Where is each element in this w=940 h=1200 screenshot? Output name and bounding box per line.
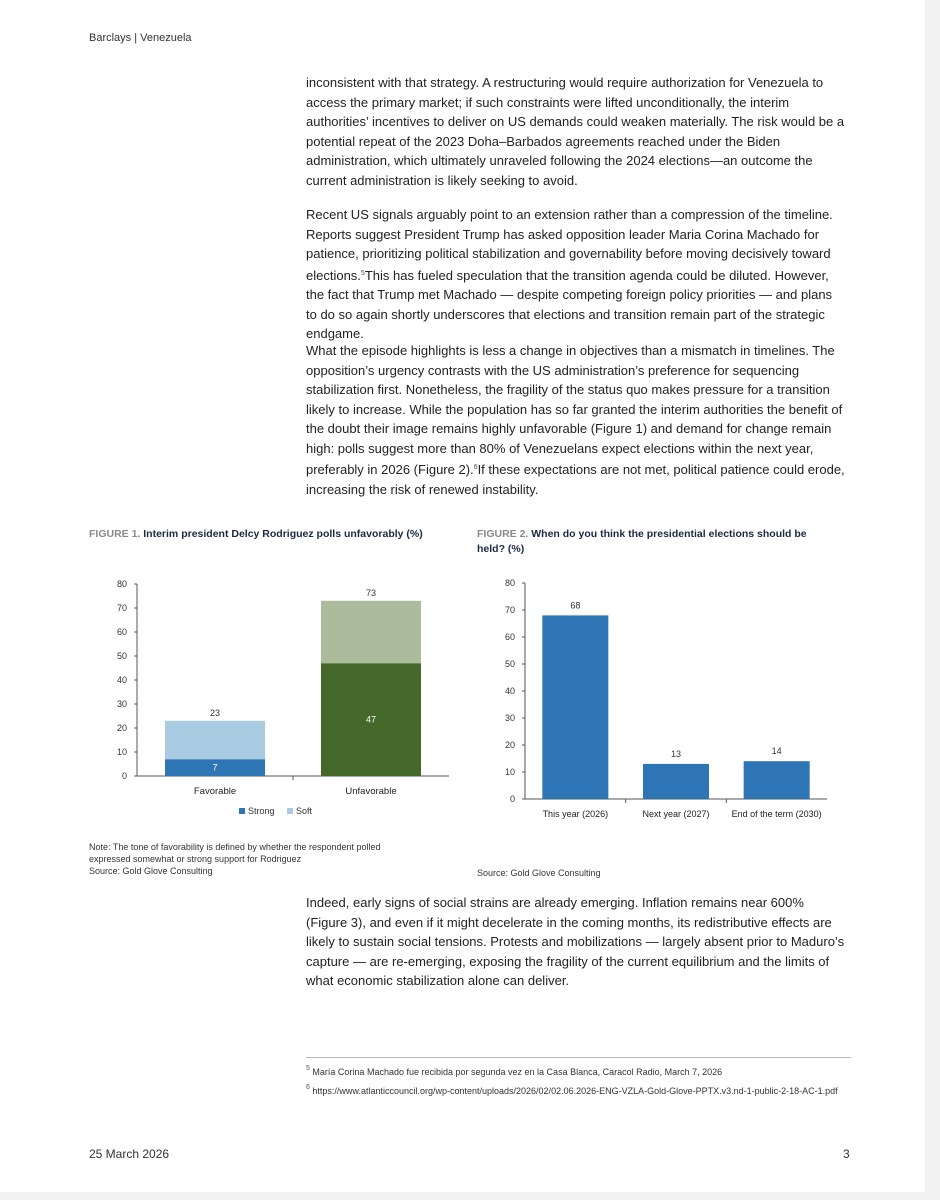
y-tick-label: 30	[504, 713, 515, 723]
y-tick-label: 20	[116, 723, 127, 733]
figure-1-title	[89, 527, 459, 542]
bar-value-label: 13	[670, 748, 682, 759]
y-tick-label: 40	[504, 686, 515, 696]
y-tick-label: 0	[509, 794, 515, 804]
y-tick-label: 70	[504, 605, 515, 615]
bar-value-label: 14	[771, 746, 782, 757]
figure-1-note-line-2: expressed somewhat or strong support for Rodriguez	[89, 854, 302, 864]
page-number: 3	[843, 1147, 850, 1161]
footnote-6-link[interactable]: https://www.atlanticcouncil.org/wp-content/uploads/2026/02/02.06.2026-ENG-VZLA-Gold-Glove-PPTX.v3.nd-1-public-2-18-AC-1.pdf	[312, 1086, 838, 1096]
y-tick-label: 80	[504, 578, 515, 588]
page-edge-right	[925, 0, 940, 1200]
bar-total-label: 73	[365, 587, 377, 598]
running-header: Barclays | Venezuela	[89, 32, 192, 44]
bar-strong-label: 47	[365, 714, 377, 725]
paragraph-4	[306, 893, 846, 991]
figure-1-title-text: Interim president Delcy Rodriguez polls unfavorably (%)	[143, 528, 423, 540]
bar-value-label: 68	[570, 600, 581, 611]
y-tick-label: 70	[116, 603, 127, 613]
page-edge-bottom	[0, 1192, 940, 1200]
footnote-5	[306, 1062, 851, 1079]
figure-2-chart	[477, 573, 847, 828]
footer-date: 25 March 2026	[89, 1147, 170, 1161]
paragraph-1-text: inconsistent with that strategy. A restructuring would require authorization for Venezuela to access the primary market; if such constraints were lifted unconditionally, the interim authorities’ incentives to deliver on US demands could weaken materially. The risk would be a potential repeat of the 2023 Doha–Barbados agreements reached under the Biden administration, which ultimately unraveled following the 2024 elections—an outcome the current administration is likely seeking to avoid.	[306, 75, 845, 188]
y-tick-label: 60	[116, 627, 127, 637]
legend-swatch	[239, 808, 245, 814]
y-tick-label: 60	[504, 632, 515, 642]
paragraph-3	[306, 341, 846, 499]
paragraph-2-text-a: Recent US signals arguably point to an extension rather than a compression of the timeline. Reports suggest President Trump has asked opposition leader Maria Corina Machado for patience, prioritizing political stabilization and governability before moving decisively toward elections.	[306, 207, 833, 283]
paragraph-1	[306, 73, 846, 190]
x-tick-label: Unfavorable	[345, 786, 397, 797]
figure-2-label: FIGURE 2.	[477, 528, 529, 540]
footnote-6-number: 6	[306, 1084, 310, 1091]
y-tick-label: 50	[116, 651, 127, 661]
x-tick-label: This year (2026)	[542, 809, 609, 819]
bar-soft	[165, 721, 265, 759]
figure-2-title-text: When do you think the presidential elections should be held? (%)	[477, 528, 807, 555]
paragraph-2	[306, 205, 846, 344]
footnote-ref-6[interactable]: 6	[473, 464, 478, 471]
figure-1-chart	[89, 570, 459, 825]
bar-total-label: 23	[209, 707, 221, 718]
legend-label: Soft	[296, 806, 313, 816]
bar-strong-label: 7	[212, 762, 218, 773]
y-tick-label: 80	[116, 579, 127, 589]
paragraph-2-text-b: This has fueled speculation that the transition agenda could be diluted. However, the fact that Trump met Machado — despite competing foreign policy priorities — and plans to do so again shortly underscores that elections and transition remain part of the strategic endgame.	[306, 267, 833, 341]
y-tick-label: 10	[116, 747, 127, 757]
figure-1-label: FIGURE 1.	[89, 528, 141, 540]
figure-2-title	[477, 527, 837, 557]
figure-2-note	[477, 867, 837, 879]
figure-2-source: Source: Gold Glove Consulting	[477, 868, 601, 878]
x-tick-label: End of the term (2030)	[731, 809, 822, 819]
x-tick-label: Next year (2027)	[642, 809, 710, 819]
y-tick-label: 10	[504, 767, 515, 777]
footnote-ref-5[interactable]: 5	[360, 269, 365, 277]
bar	[542, 615, 608, 799]
x-tick-label: Favorable	[193, 786, 237, 797]
y-tick-label: 40	[116, 675, 127, 685]
figure-1-note	[89, 841, 459, 877]
y-tick-label: 50	[504, 659, 515, 669]
bar-soft	[321, 601, 421, 663]
footnotes	[306, 1057, 851, 1100]
legend-swatch	[287, 808, 293, 814]
bar	[744, 761, 810, 799]
footnote-6	[306, 1081, 851, 1098]
y-tick-label: 20	[504, 740, 515, 750]
paragraph-4-text: Indeed, early signs of social strains are already emerging. Inflation remains near 600% (Figure 3), and even if it might decelerate in the coming months, its redistributive effects are likely to sustain social tensions. Protests and mobilizations — largely absent prior to Maduro’s capture — are re-emerging, exposing the fragility of the current equilibrium and the limits of what economic stabilization alone can deliver.	[306, 895, 845, 988]
footnote-5-text: María Corina Machado fue recibida por segunda vez en la Casa Blanca, Caracol Radio, March 7, 2026	[312, 1067, 723, 1077]
paragraph-3-text-b: If these expectations are not met, political patience could erode, increasing the risk of renewed instability.	[306, 462, 845, 497]
y-tick-label: 30	[116, 699, 127, 709]
bar	[643, 764, 709, 799]
figure-1-note-line-1: Note: The tone of favorability is defined by whether the respondent polled	[89, 842, 381, 852]
legend-label: Strong	[248, 806, 275, 816]
footnote-5-number: 5	[306, 1065, 310, 1072]
figure-1-source: Source: Gold Glove Consulting	[89, 866, 213, 876]
y-tick-label: 0	[121, 771, 127, 781]
paragraph-3-text-a: What the episode highlights is less a change in objectives than a mismatch in timelines. The opposition’s urgency contrasts with the US administration’s preference for sequencing stabilization first. Nonetheless, the fragility of the status quo makes pressure for a transition likely to increase. While the population has so far granted the interim authorities the benefit of the doubt their image remains highly unfavorable (Figure 1) and demand for change remain high: polls suggest more than 80% of Venezuelans expect elections within the next year, preferably in 2026 (Figure 2).	[306, 343, 843, 477]
